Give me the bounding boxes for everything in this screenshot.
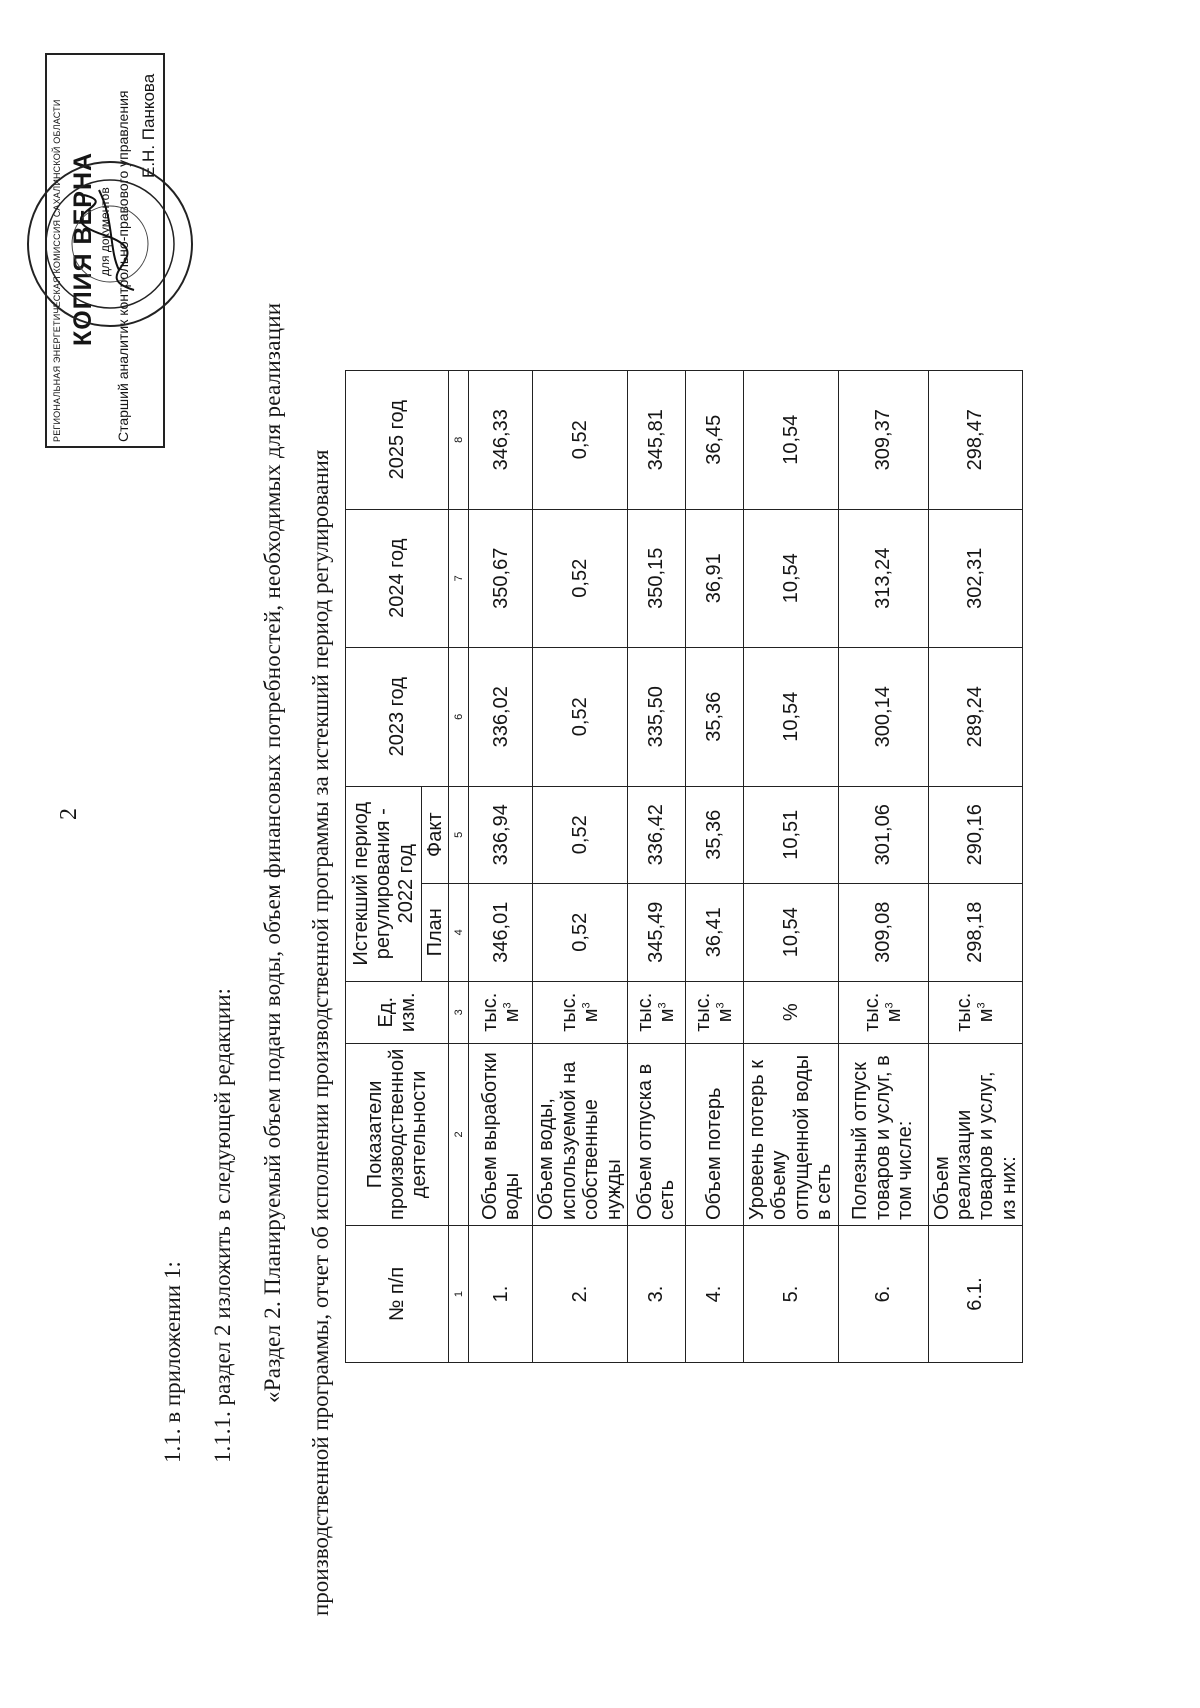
value-2024: 302,31 [928, 509, 1023, 647]
header-plan: План [422, 883, 449, 981]
value-plan-2022: 345,49 [627, 883, 685, 981]
stamp-role: Старший аналитик контрольно-правового управления [115, 90, 131, 442]
header-indicator: Показатели производственной деятельности [346, 1043, 449, 1225]
value-2023: 335,50 [627, 647, 685, 786]
value-fact-2022: 336,42 [627, 786, 685, 883]
table-row [533, 370, 628, 1362]
value-2023: 35,36 [685, 647, 743, 786]
value-fact-2022: 336,94 [469, 786, 533, 883]
value-fact-2022: 0,52 [533, 786, 628, 883]
row-indicator: Объем реализации товаров и услуг, из них: [928, 1043, 1023, 1225]
column-number: 8 [449, 370, 469, 509]
value-2024: 350,67 [469, 509, 533, 647]
row-number: 2. [533, 1226, 628, 1363]
row-number: 4. [685, 1226, 743, 1363]
column-number: 4 [449, 883, 469, 981]
value-2024: 313,24 [838, 509, 928, 647]
unit-text: тыс. м [692, 992, 737, 1032]
table-row [469, 370, 533, 1362]
column-number: 2 [449, 1043, 469, 1225]
value-2024: 0,52 [533, 509, 628, 647]
value-plan-2022: 346,01 [469, 883, 533, 981]
unit-superscript: 3 [656, 1002, 669, 1009]
unit-superscript: 3 [883, 1002, 896, 1009]
table-body [469, 370, 1023, 1362]
row-indicator: Объем воды, используемой на собственные нужды [533, 1043, 628, 1225]
row-indicator: Полезный отпуск товаров и услуг, в том числе: [838, 1043, 928, 1225]
row-number: 6.1. [928, 1226, 1023, 1363]
value-2025: 345,81 [627, 370, 685, 509]
value-fact-2022: 35,36 [685, 786, 743, 883]
unit-text: тыс. м [557, 992, 603, 1032]
value-2025: 10,54 [743, 370, 838, 509]
column-number: 5 [449, 786, 469, 883]
value-2025: 346,33 [469, 370, 533, 509]
paragraph-section-change: 1.1.1. раздел 2 изложить в следующей редакции: [210, 988, 235, 1463]
stamp-commission: РЕГИОНАЛЬНАЯ ЭНЕРГЕТИЧЕСКАЯ КОМИССИЯ САХАЛИНСКОЙ ОБЛАСТИ [52, 99, 62, 442]
row-unit [685, 981, 743, 1043]
stamp-name: Е.Н. Панкова [139, 73, 158, 178]
header-unit: Ед. изм. [346, 981, 449, 1043]
value-2024: 36,91 [685, 509, 743, 647]
value-2024: 350,15 [627, 509, 685, 647]
round-seal [24, 158, 196, 330]
value-2025: 36,45 [685, 370, 743, 509]
value-plan-2022: 10,54 [743, 883, 838, 981]
row-unit: % [743, 981, 838, 1043]
value-2024: 10,54 [743, 509, 838, 647]
value-plan-2022: 309,08 [838, 883, 928, 981]
paragraph-appendix: 1.1. в приложении 1: [160, 1261, 185, 1463]
row-unit [469, 981, 533, 1043]
row-indicator: Объем отпуска в сеть [627, 1043, 685, 1225]
header-period: Истекший период регулирования - 2022 год [346, 786, 422, 981]
unit-superscript: 3 [714, 1002, 727, 1009]
unit-superscript: 3 [975, 1002, 988, 1009]
table-row [743, 370, 838, 1362]
unit-superscript: 3 [580, 1002, 593, 1009]
value-2023: 10,54 [743, 647, 838, 786]
row-indicator: Объем потерь [685, 1043, 743, 1225]
unit-text: тыс. м [478, 992, 523, 1032]
table-row [685, 370, 743, 1362]
header-fact: Факт [422, 786, 449, 883]
value-2025: 309,37 [838, 370, 928, 509]
value-2023: 0,52 [533, 647, 628, 786]
stamp-subtitle: для документов [98, 187, 112, 276]
header-2024: 2024 год [346, 509, 449, 647]
row-unit [838, 981, 928, 1043]
row-unit [533, 981, 628, 1043]
row-unit [928, 981, 1023, 1043]
row-unit [627, 981, 685, 1043]
row-number: 6. [838, 1226, 928, 1363]
table-row [627, 370, 685, 1362]
value-2025: 0,52 [533, 370, 628, 509]
value-2023: 289,24 [928, 647, 1023, 786]
column-number: 1 [449, 1226, 469, 1363]
paragraph-section-title-line1: «Раздел 2. Планируемый объем подачи воды, объем финансовых потребностей, необходимых для реализации [260, 302, 285, 1403]
value-fact-2022: 10,51 [743, 786, 838, 883]
paragraph-section-title-line2: производственной программы, отчет об исполнении производственной программы за истекший период регулирования [308, 449, 333, 1616]
unit-text: тыс. м [634, 992, 679, 1032]
production-program-table [345, 370, 1023, 1363]
value-plan-2022: 36,41 [685, 883, 743, 981]
value-2023: 336,02 [469, 647, 533, 786]
stamp-title: КОПИЯ ВЕРНА [69, 151, 97, 346]
row-indicator: Объем выработки воды [469, 1043, 533, 1225]
value-plan-2022: 0,52 [533, 883, 628, 981]
value-plan-2022: 298,18 [928, 883, 1023, 981]
row-indicator: Уровень потерь к объему отпущенной воды в сеть [743, 1043, 838, 1225]
unit-superscript: 3 [501, 1002, 514, 1009]
column-number: 7 [449, 509, 469, 647]
table-row [838, 370, 928, 1362]
header-2025: 2025 год [346, 370, 449, 509]
page-number: 2 [56, 808, 82, 820]
column-number: 3 [449, 981, 469, 1043]
unit-text: тыс. м [860, 992, 906, 1032]
value-2025: 298,47 [928, 370, 1023, 509]
table-row [928, 370, 1023, 1362]
column-number: 6 [449, 647, 469, 786]
value-fact-2022: 301,06 [838, 786, 928, 883]
row-number: 1. [469, 1226, 533, 1363]
value-2023: 300,14 [838, 647, 928, 786]
header-num: № п/п [346, 1226, 449, 1363]
unit-text: тыс. м [952, 992, 998, 1032]
row-number: 3. [627, 1226, 685, 1363]
row-number: 5. [743, 1226, 838, 1363]
value-fact-2022: 290,16 [928, 786, 1023, 883]
header-2023: 2023 год [346, 647, 449, 786]
